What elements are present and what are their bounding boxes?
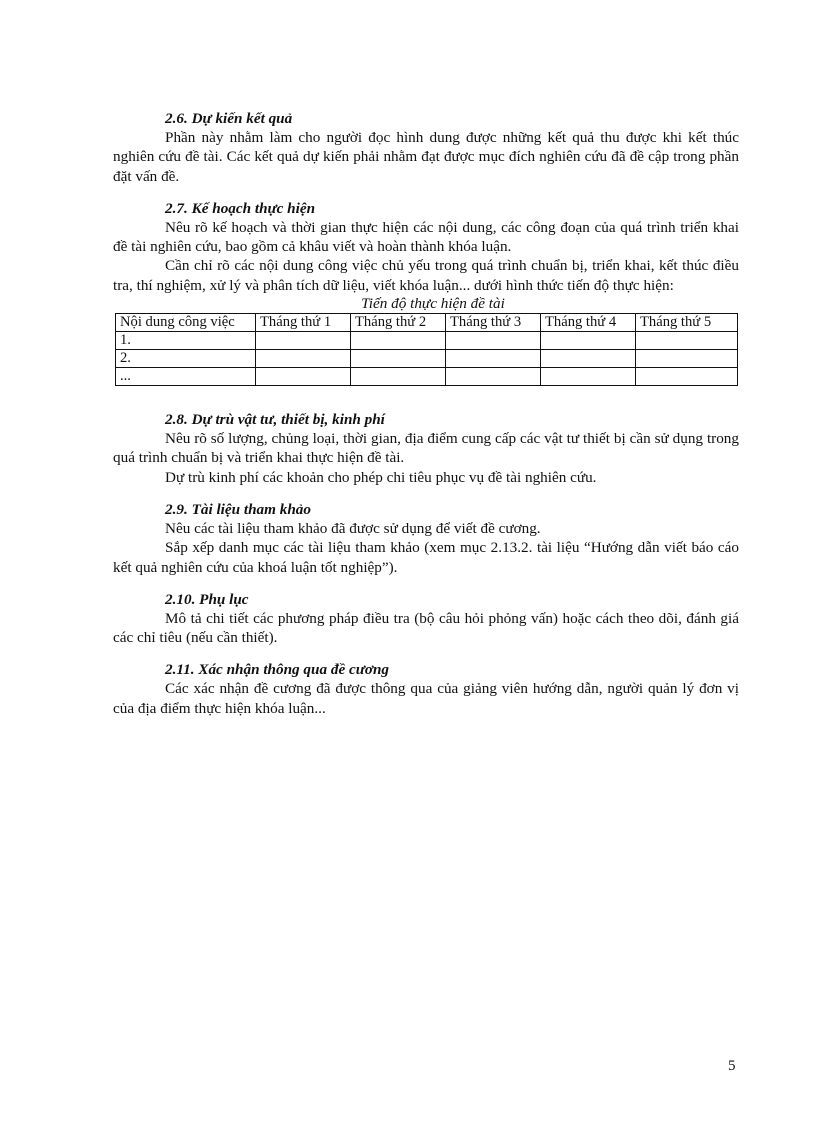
paragraph: Các xác nhận đề cương đã được thông qua của giảng viên hướng dẫn, người quản lý đơn vị của địa điểm thực hiện khóa luận... bbox=[113, 680, 739, 717]
section-heading: 2.9. Tài liệu tham khảo bbox=[165, 500, 311, 518]
section-heading: 2.10. Phụ lục bbox=[165, 590, 249, 608]
table-cell bbox=[351, 350, 446, 368]
section-heading: 2.8. Dự trù vật tư, thiết bị, kinh phí bbox=[165, 411, 385, 429]
table-cell bbox=[541, 350, 636, 368]
table-cell bbox=[446, 350, 541, 368]
table-cell bbox=[636, 332, 738, 350]
section-materials-budget bbox=[113, 410, 739, 487]
table-cell bbox=[541, 368, 636, 386]
table-header-row bbox=[116, 314, 738, 332]
paragraph: Dự trù kinh phí các khoản cho phép chi tiêu phục vụ đề tài nghiên cứu. bbox=[165, 468, 597, 486]
section-outline-approval bbox=[113, 660, 739, 718]
table-header-cell: Tháng thứ 1 bbox=[256, 314, 351, 332]
table-cell bbox=[256, 350, 351, 368]
section-heading: 2.6. Dự kiến kết quả bbox=[165, 110, 293, 127]
page-number: 5 bbox=[728, 1058, 736, 1074]
paragraph: Phần này nhằm làm cho người đọc hình dung được những kết quả thu được khi kết thúc nghiên cứu đề tài. Các kết quả dự kiến phải nhằm đạt được mục đích nghiên cứu đã đề cập trong phần đặt vấn đề. bbox=[113, 129, 739, 185]
table-row bbox=[116, 368, 738, 386]
paragraph: Mô tả chi tiết các phương pháp điều tra (bộ câu hỏi phỏng vấn) hoặc cách theo dõi, đánh giá các chỉ tiêu (nếu cần thiết). bbox=[113, 609, 739, 647]
table-cell bbox=[351, 332, 446, 350]
table-cell bbox=[636, 368, 738, 386]
table-cell: 1. bbox=[116, 332, 256, 350]
table-row bbox=[116, 350, 738, 368]
paragraph: Nêu rõ kế hoạch và thời gian thực hiện các nội dung, các công đoạn của quá trình triển khai đề tài nghiên cứu, bao gồm cả khâu viết và hoàn thành khóa luận. bbox=[113, 218, 739, 256]
table-caption: Tiến độ thực hiện đề tài bbox=[361, 295, 505, 313]
table-header-cell: Tháng thứ 2 bbox=[351, 314, 446, 332]
table-cell bbox=[446, 368, 541, 386]
table-cell bbox=[256, 332, 351, 350]
paragraph: Cần chỉ rõ các nội dung công việc chủ yếu trong quá trình chuẩn bị, triển khai, kết thúc điều tra, thí nghiệm, xử lý và phân tích dữ liệu, viết khóa luận... dưới hình thức tiến độ thực hiện: bbox=[113, 257, 739, 294]
table-cell: ... bbox=[116, 368, 256, 386]
section-appendix bbox=[113, 590, 739, 648]
paragraph: Nêu các tài liệu tham khảo đã được sử dụng để viết đề cương. bbox=[165, 519, 541, 537]
table-header-cell: Tháng thứ 3 bbox=[446, 314, 541, 332]
section-references bbox=[113, 500, 739, 577]
section-heading: 2.11. Xác nhận thông qua đề cương bbox=[165, 661, 390, 679]
progress-table bbox=[115, 313, 738, 386]
table-cell bbox=[636, 350, 738, 368]
paragraph: Sắp xếp danh mục các tài liệu tham khảo (xem mục 2.13.2. tài liệu “Hướng dẫn viết báo cáo kết quả nghiên cứu của khoá luận tốt nghiệp”). bbox=[113, 539, 739, 576]
table-row bbox=[116, 332, 738, 350]
table-cell: 2. bbox=[116, 350, 256, 368]
paragraph: Nêu rõ số lượng, chủng loại, thời gian, địa điểm cung cấp các vật tư thiết bị cần sử dụng trong quá trình chuẩn bị và triển khai thực hiện đề tài. bbox=[113, 430, 739, 467]
section-expected-results bbox=[113, 109, 739, 186]
table-header-cell: Tháng thứ 4 bbox=[541, 314, 636, 332]
table-cell bbox=[256, 368, 351, 386]
section-implementation-plan bbox=[113, 199, 739, 386]
section-heading: 2.7. Kế hoạch thực hiện bbox=[165, 199, 316, 217]
document-page bbox=[113, 109, 739, 731]
table-header-cell: Nội dung công việc bbox=[116, 314, 256, 332]
table-cell bbox=[351, 368, 446, 386]
table-cell bbox=[446, 332, 541, 350]
table-header-cell: Tháng thứ 5 bbox=[636, 314, 738, 332]
table-cell bbox=[541, 332, 636, 350]
